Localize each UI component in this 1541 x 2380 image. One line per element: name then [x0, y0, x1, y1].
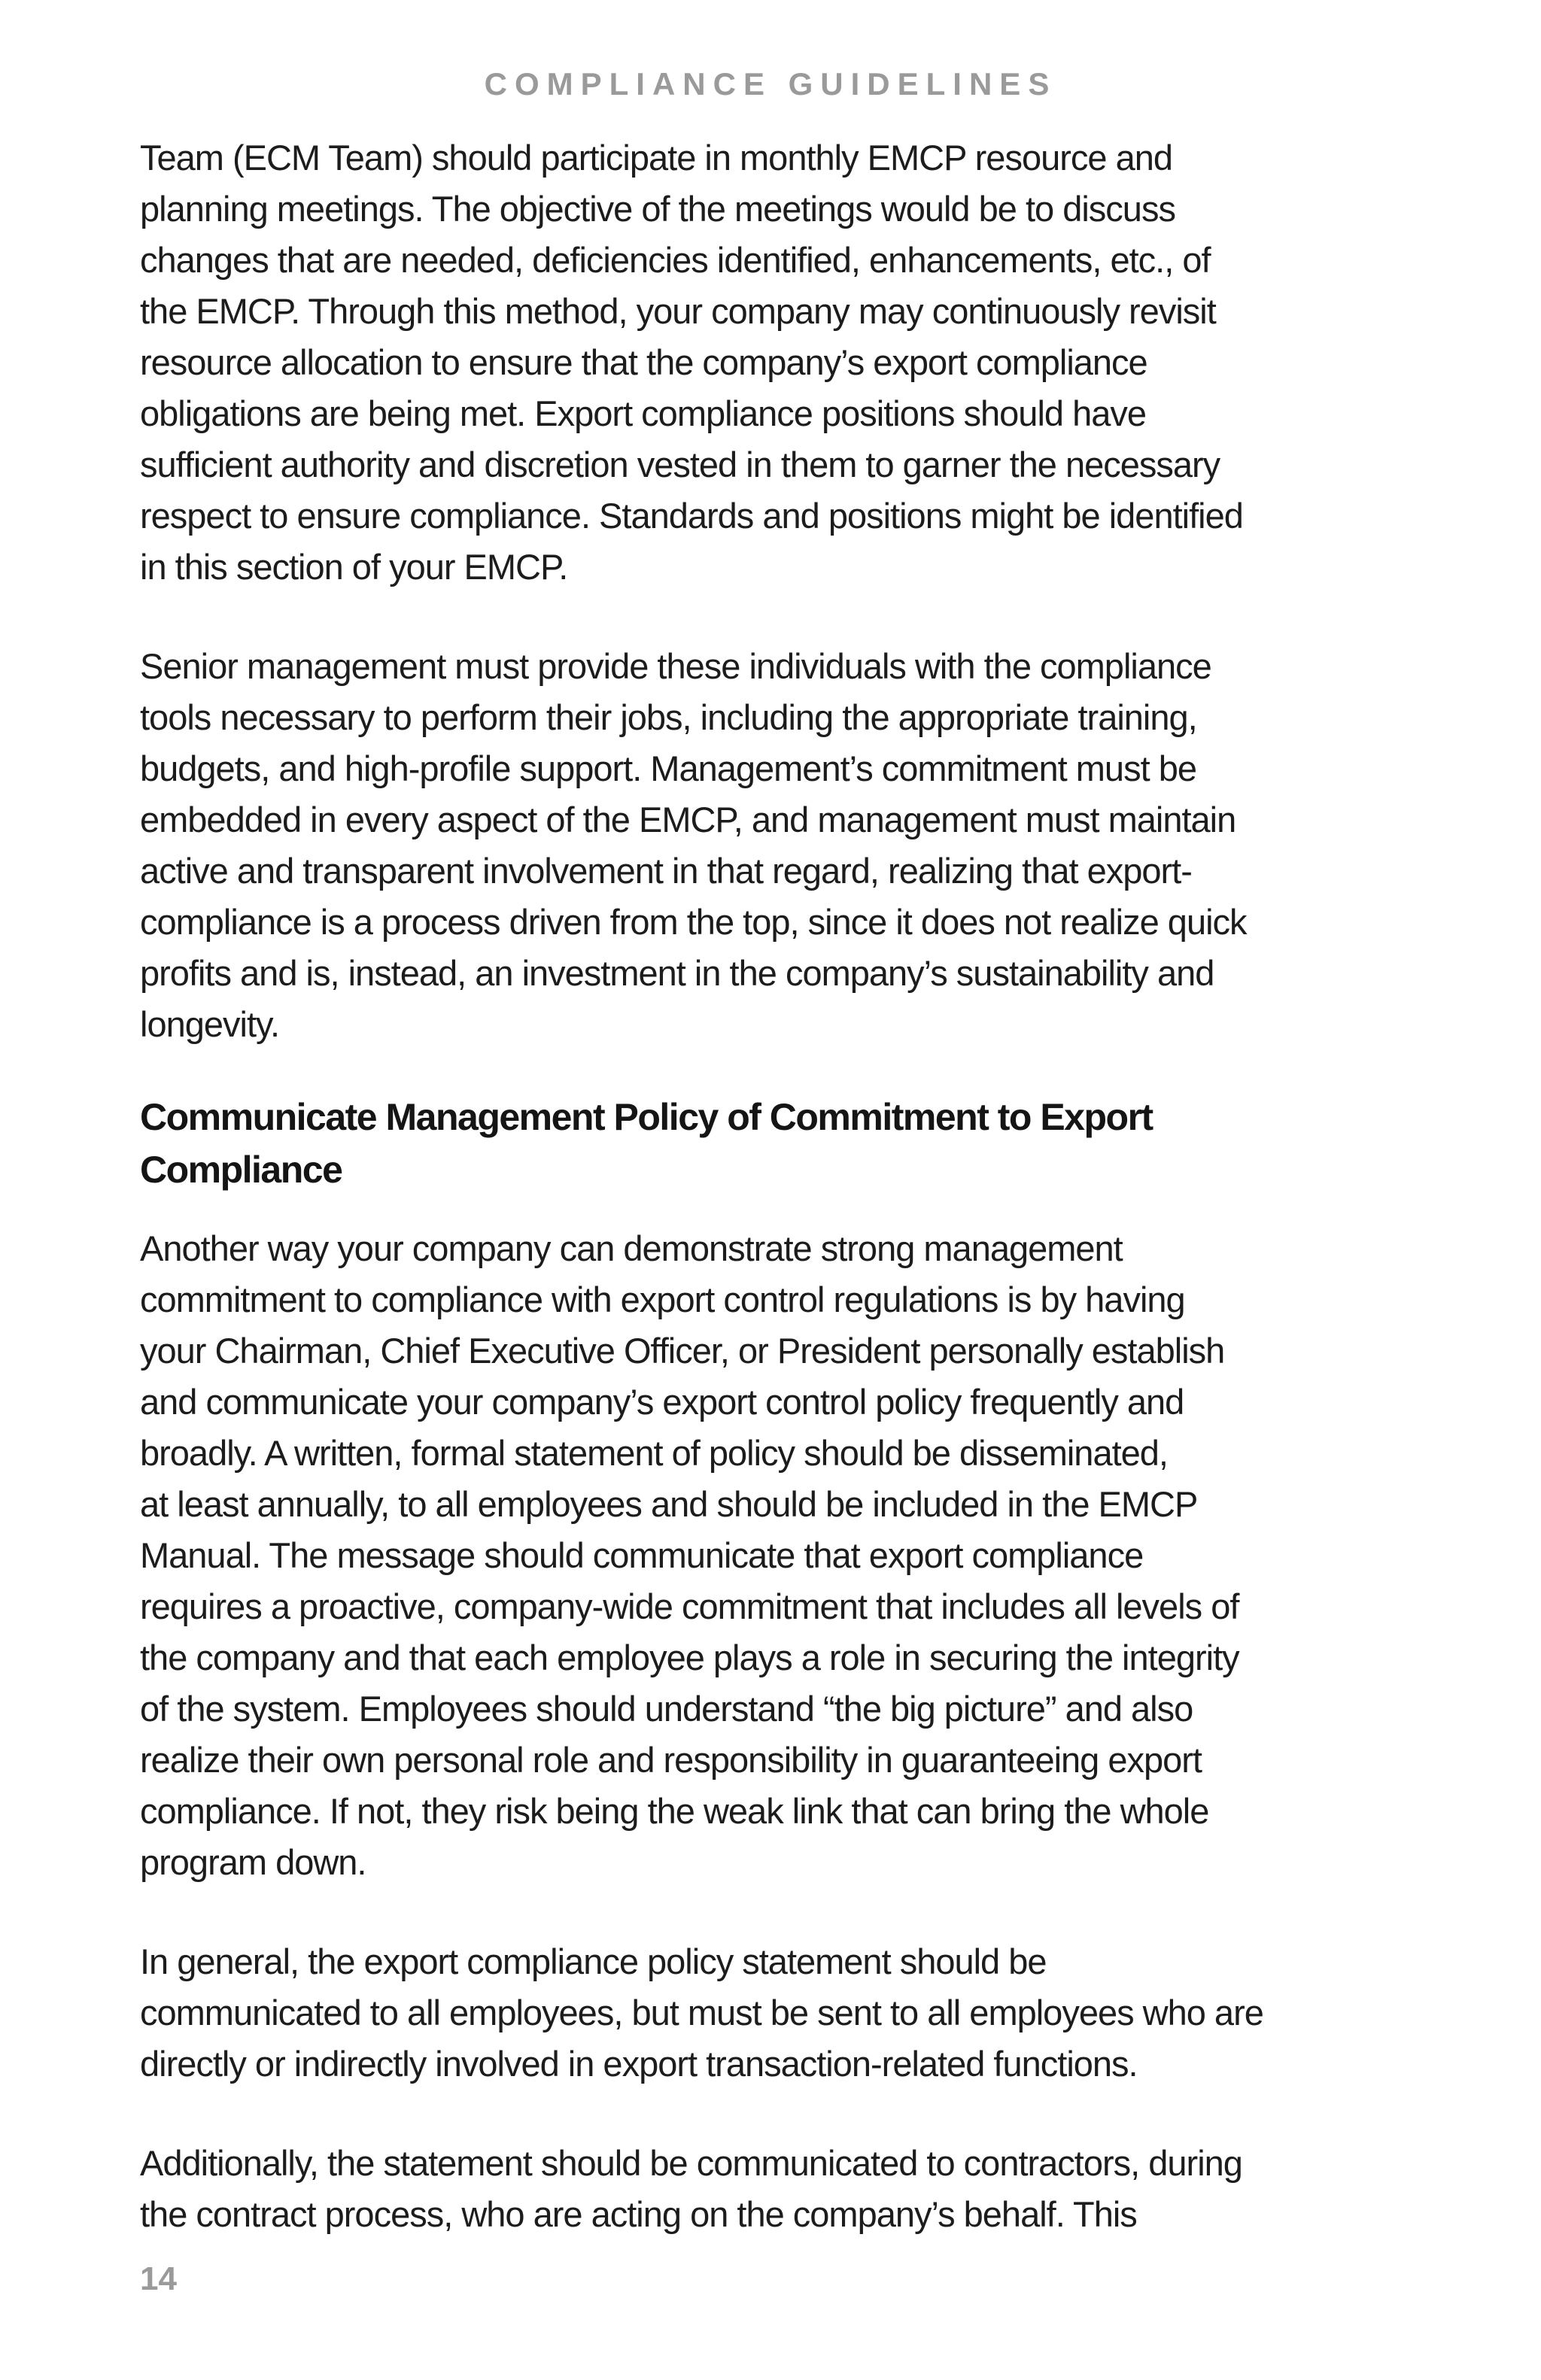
section-heading: Communicate Management Policy of Commitment to Export Compliance: [140, 1096, 1153, 1191]
heading-spacer: [140, 1196, 1404, 1223]
body-paragraph: In general, the export compliance policy statement should be communicated to all employees, but must be sent to all employees who are directly or indirectly involved in export transaction-related functions.: [140, 1941, 1263, 2084]
heading-spacer: [140, 1050, 1404, 1091]
paragraph-spacer: [140, 593, 1404, 641]
body-paragraph: Team (ECM Team) should participate in monthly EMCP resource and planning meetings. The objective of the meetings would be to discuss changes that are needed, deficiencies identified, enhancements, etc., of the EMCP. Through this method, your company may continuously revisit resource allocation to ensure that the company’s export compliance obligations are being met. Export compliance positions should have sufficient authority and discretion vested in them to garner the necessary respect to ensure compliance. Standards and positions might be identified in this section of your EMCP.: [140, 138, 1243, 587]
paragraph-spacer: [140, 1888, 1404, 1936]
body-paragraph: Another way your company can demonstrate strong management commitment to compliance with export control regulations is by having your Chairman, Chief Executive Officer, or President personally establish and communicate your company’s export control policy frequently and broadly. A written, formal statement of policy should be disseminated, at least annually, to all employees and should be included in the EMCP Manual. The message should communicate that export compliance requires a proactive, company-wide commitment that includes all levels of the company and that each employee plays a role in securing the integrity of the system. Employees should understand “the big picture” and also realize their own personal role and responsibility in guaranteeing export compliance. If not, they risk being the weak link that can bring the whole program down.: [140, 1228, 1239, 1882]
paragraph-spacer: [140, 2090, 1404, 2138]
page-number: 14: [140, 2260, 177, 2297]
page-body: [140, 132, 1404, 2240]
running-header: COMPLIANCE GUIDELINES: [484, 66, 1057, 102]
body-paragraph: Senior management must provide these individuals with the compliance tools necessary to perform their jobs, including the appropriate training, budgets, and high-profile support. Management’s commitment must be embedded in every aspect of the EMCP, and management must maintain active and transparent involvement in that regard, realizing that export- compliance is a process driven from the top, since it does not realize quick profits and is, instead, an investment in the company’s sustainability and longevity.: [140, 646, 1247, 1044]
body-paragraph: Additionally, the statement should be communicated to contractors, during the contract process, who are acting on the company’s behalf. This: [140, 2143, 1242, 2234]
